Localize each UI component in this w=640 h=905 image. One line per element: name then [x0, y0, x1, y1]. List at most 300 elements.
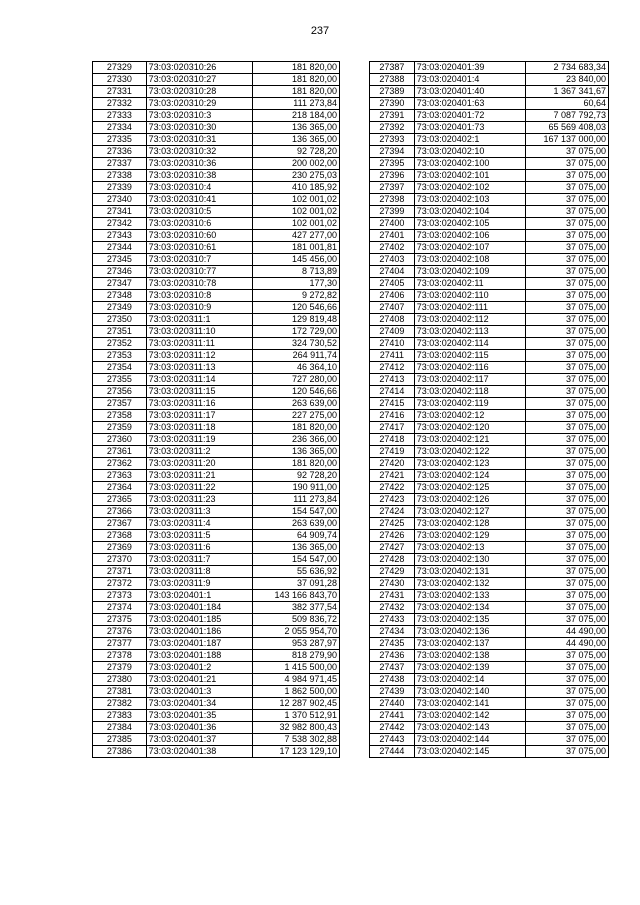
table-row — [370, 362, 609, 374]
row-number-cell: 27439 — [370, 686, 415, 698]
cadastral-number-cell: 73:03:020311:7 — [146, 554, 253, 566]
cadastral-number-cell: 73:03:020311:23 — [146, 494, 253, 506]
row-number-cell: 27398 — [370, 194, 415, 206]
row-number-cell: 27393 — [370, 134, 415, 146]
row-number-cell: 27339 — [93, 182, 147, 194]
table-row — [370, 338, 609, 350]
value-cell: 37 075,00 — [526, 206, 609, 218]
cadastral-number-cell: 73:03:020402:123 — [414, 458, 525, 470]
table-row — [93, 494, 340, 506]
cadastral-number-cell: 73:03:020402:100 — [414, 158, 525, 170]
value-cell: 37 075,00 — [526, 614, 609, 626]
table-row — [370, 506, 609, 518]
value-cell: 37 075,00 — [526, 698, 609, 710]
table-row — [370, 374, 609, 386]
table-row — [93, 470, 340, 482]
value-cell: 37 075,00 — [526, 590, 609, 602]
value-cell: 167 137 000,00 — [526, 134, 609, 146]
cadastral-number-cell: 73:03:020311:13 — [146, 362, 253, 374]
table-row — [93, 698, 340, 710]
table-row — [370, 494, 609, 506]
value-cell: 264 911,74 — [253, 350, 340, 362]
value-cell: 1 415 500,00 — [253, 662, 340, 674]
value-cell: 60,64 — [526, 98, 609, 110]
table-row — [370, 470, 609, 482]
cadastral-number-cell: 73:03:020402:134 — [414, 602, 525, 614]
table-row — [93, 74, 340, 86]
table-row — [370, 422, 609, 434]
row-number-cell: 27364 — [93, 482, 147, 494]
table-row — [93, 266, 340, 278]
cadastral-number-cell: 73:03:020402:133 — [414, 590, 525, 602]
value-cell: 382 377,54 — [253, 602, 340, 614]
cadastral-number-cell: 73:03:020402:132 — [414, 578, 525, 590]
cadastral-number-cell: 73:03:020402:126 — [414, 494, 525, 506]
table-row — [93, 422, 340, 434]
table-row — [93, 566, 340, 578]
cadastral-number-cell: 73:03:020402:104 — [414, 206, 525, 218]
cadastral-number-cell: 73:03:020310:6 — [146, 218, 253, 230]
cadastral-number-cell: 73:03:020402:111 — [414, 302, 525, 314]
row-number-cell: 27420 — [370, 458, 415, 470]
row-number-cell: 27379 — [93, 662, 147, 674]
table-row — [93, 134, 340, 146]
table-row — [370, 566, 609, 578]
table-row — [93, 158, 340, 170]
cadastral-number-cell: 73:03:020310:3 — [146, 110, 253, 122]
row-number-cell: 27360 — [93, 434, 147, 446]
cadastral-number-cell: 73:03:020402:113 — [414, 326, 525, 338]
row-number-cell: 27400 — [370, 218, 415, 230]
cadastral-number-cell: 73:03:020402:116 — [414, 362, 525, 374]
value-cell: 37 075,00 — [526, 218, 609, 230]
cadastral-number-cell: 73:03:020311:3 — [146, 506, 253, 518]
table-row — [370, 542, 609, 554]
cadastral-number-cell: 73:03:020401:4 — [414, 74, 525, 86]
table-row — [93, 194, 340, 206]
value-cell: 37 075,00 — [526, 362, 609, 374]
table-row — [93, 626, 340, 638]
value-cell: 136 365,00 — [253, 134, 340, 146]
value-cell: 37 075,00 — [526, 446, 609, 458]
row-number-cell: 27441 — [370, 710, 415, 722]
row-number-cell: 27344 — [93, 242, 147, 254]
cadastral-number-cell: 73:03:020402:143 — [414, 722, 525, 734]
value-cell: 37 075,00 — [526, 650, 609, 662]
table-row — [93, 122, 340, 134]
row-number-cell: 27402 — [370, 242, 415, 254]
table-row — [93, 302, 340, 314]
row-number-cell: 27348 — [93, 290, 147, 302]
table-row — [370, 386, 609, 398]
value-cell: 55 636,92 — [253, 566, 340, 578]
value-cell: 37 075,00 — [526, 578, 609, 590]
table-row — [370, 314, 609, 326]
value-cell: 129 819,48 — [253, 314, 340, 326]
table-row — [370, 746, 609, 758]
cadastral-number-cell: 73:03:020311:16 — [146, 398, 253, 410]
value-cell: 181 820,00 — [253, 74, 340, 86]
cadastral-number-cell: 73:03:020401:3 — [146, 686, 253, 698]
row-number-cell: 27366 — [93, 506, 147, 518]
cadastral-number-cell: 73:03:020401:37 — [146, 734, 253, 746]
row-number-cell: 27388 — [370, 74, 415, 86]
cadastral-number-cell: 73:03:020310:5 — [146, 206, 253, 218]
value-cell: 37 075,00 — [526, 458, 609, 470]
table-row — [93, 326, 340, 338]
cadastral-number-cell: 73:03:020401:187 — [146, 638, 253, 650]
table-body-right — [370, 62, 609, 758]
table-row — [93, 314, 340, 326]
value-cell: 227 275,00 — [253, 410, 340, 422]
cadastral-number-cell: 73:03:020311:18 — [146, 422, 253, 434]
row-number-cell: 27406 — [370, 290, 415, 302]
cadastral-number-cell: 73:03:020402:131 — [414, 566, 525, 578]
cadastral-number-cell: 73:03:020402:124 — [414, 470, 525, 482]
row-number-cell: 27437 — [370, 662, 415, 674]
cadastral-number-cell: 73:03:020310:28 — [146, 86, 253, 98]
table-row — [93, 410, 340, 422]
page-number: 237 — [310, 25, 330, 37]
cadastral-number-cell: 73:03:020402:119 — [414, 398, 525, 410]
row-number-cell: 27401 — [370, 230, 415, 242]
table-row — [370, 578, 609, 590]
row-number-cell: 27397 — [370, 182, 415, 194]
table-row — [370, 734, 609, 746]
cadastral-number-cell: 73:03:020401:40 — [414, 86, 525, 98]
row-number-cell: 27414 — [370, 386, 415, 398]
cadastral-number-cell: 73:03:020311:21 — [146, 470, 253, 482]
value-cell: 37 075,00 — [526, 542, 609, 554]
cadastral-number-cell: 73:03:020402:106 — [414, 230, 525, 242]
table-row — [370, 674, 609, 686]
row-number-cell: 27431 — [370, 590, 415, 602]
value-cell: 44 490,00 — [526, 638, 609, 650]
table-row — [370, 590, 609, 602]
table-row — [93, 386, 340, 398]
row-number-cell: 27395 — [370, 158, 415, 170]
value-cell: 1 367 341,67 — [526, 86, 609, 98]
row-number-cell: 27342 — [93, 218, 147, 230]
table-row — [370, 710, 609, 722]
value-cell: 102 001,02 — [253, 194, 340, 206]
row-number-cell: 27417 — [370, 422, 415, 434]
value-cell: 37 075,00 — [526, 530, 609, 542]
table-row — [93, 446, 340, 458]
table-row — [370, 230, 609, 242]
value-cell: 410 185,92 — [253, 182, 340, 194]
cadastral-number-cell: 73:03:020402:144 — [414, 734, 525, 746]
row-number-cell: 27433 — [370, 614, 415, 626]
cadastral-number-cell: 73:03:020402:120 — [414, 422, 525, 434]
row-number-cell: 27330 — [93, 74, 147, 86]
value-cell: 143 166 843,70 — [253, 590, 340, 602]
row-number-cell: 27429 — [370, 566, 415, 578]
table-row — [370, 602, 609, 614]
value-cell: 37 075,00 — [526, 182, 609, 194]
row-number-cell: 27438 — [370, 674, 415, 686]
row-number-cell: 27444 — [370, 746, 415, 758]
value-cell: 136 365,00 — [253, 542, 340, 554]
cadastral-number-cell: 73:03:020402:138 — [414, 650, 525, 662]
cadastral-number-cell: 73:03:020311:10 — [146, 326, 253, 338]
row-number-cell: 27418 — [370, 434, 415, 446]
value-cell: 177,30 — [253, 278, 340, 290]
value-cell: 46 364,10 — [253, 362, 340, 374]
value-cell: 263 639,00 — [253, 398, 340, 410]
cadastral-number-cell: 73:03:020402:109 — [414, 266, 525, 278]
row-number-cell: 27382 — [93, 698, 147, 710]
row-number-cell: 27371 — [93, 566, 147, 578]
cadastral-number-cell: 73:03:020401:2 — [146, 662, 253, 674]
value-cell: 92 728,20 — [253, 470, 340, 482]
row-number-cell: 27410 — [370, 338, 415, 350]
row-number-cell: 27423 — [370, 494, 415, 506]
cadastral-number-cell: 73:03:020310:38 — [146, 170, 253, 182]
row-number-cell: 27357 — [93, 398, 147, 410]
table-row — [93, 230, 340, 242]
value-cell: 102 001,02 — [253, 206, 340, 218]
value-cell: 37 075,00 — [526, 242, 609, 254]
table-row — [93, 254, 340, 266]
value-cell: 37 075,00 — [526, 386, 609, 398]
cadastral-number-cell: 73:03:020401:21 — [146, 674, 253, 686]
table-row — [93, 434, 340, 446]
row-number-cell: 27383 — [93, 710, 147, 722]
cadastral-number-cell: 73:03:020402:10 — [414, 146, 525, 158]
table-row — [93, 98, 340, 110]
row-number-cell: 27434 — [370, 626, 415, 638]
value-cell: 37 091,28 — [253, 578, 340, 590]
row-number-cell: 27387 — [370, 62, 415, 74]
table-row — [93, 578, 340, 590]
row-number-cell: 27432 — [370, 602, 415, 614]
cadastral-number-cell: 73:03:020402:137 — [414, 638, 525, 650]
value-cell: 200 002,00 — [253, 158, 340, 170]
value-cell: 37 075,00 — [526, 398, 609, 410]
cadastral-number-cell: 73:03:020310:61 — [146, 242, 253, 254]
row-number-cell: 27356 — [93, 386, 147, 398]
value-cell: 17 123 129,10 — [253, 746, 340, 758]
cadastral-table-right — [369, 61, 609, 758]
cadastral-number-cell: 73:03:020402:12 — [414, 410, 525, 422]
table-row — [93, 506, 340, 518]
row-number-cell: 27352 — [93, 338, 147, 350]
row-number-cell: 27412 — [370, 362, 415, 374]
value-cell: 263 639,00 — [253, 518, 340, 530]
row-number-cell: 27421 — [370, 470, 415, 482]
cadastral-number-cell: 73:03:020311:2 — [146, 446, 253, 458]
table-row — [370, 446, 609, 458]
row-number-cell: 27368 — [93, 530, 147, 542]
value-cell: 324 730,52 — [253, 338, 340, 350]
cadastral-number-cell: 73:03:020310:36 — [146, 158, 253, 170]
value-cell: 37 075,00 — [526, 326, 609, 338]
row-number-cell: 27404 — [370, 266, 415, 278]
table-row — [370, 146, 609, 158]
cadastral-number-cell: 73:03:020402:11 — [414, 278, 525, 290]
row-number-cell: 27442 — [370, 722, 415, 734]
table-row — [370, 74, 609, 86]
value-cell: 37 075,00 — [526, 266, 609, 278]
table-row — [93, 518, 340, 530]
row-number-cell: 27355 — [93, 374, 147, 386]
table-row — [370, 698, 609, 710]
row-number-cell: 27375 — [93, 614, 147, 626]
row-number-cell: 27390 — [370, 98, 415, 110]
table-row — [93, 278, 340, 290]
table-row — [370, 110, 609, 122]
row-number-cell: 27386 — [93, 746, 147, 758]
cadastral-number-cell: 73:03:020310:30 — [146, 122, 253, 134]
row-number-cell: 27389 — [370, 86, 415, 98]
cadastral-number-cell: 73:03:020402:105 — [414, 218, 525, 230]
value-cell: 37 075,00 — [526, 170, 609, 182]
row-number-cell: 27329 — [93, 62, 147, 74]
value-cell: 37 075,00 — [526, 722, 609, 734]
row-number-cell: 27407 — [370, 302, 415, 314]
value-cell: 37 075,00 — [526, 254, 609, 266]
value-cell: 136 365,00 — [253, 446, 340, 458]
cadastral-number-cell: 73:03:020402:139 — [414, 662, 525, 674]
cadastral-number-cell: 73:03:020402:141 — [414, 698, 525, 710]
table-row — [93, 686, 340, 698]
cadastral-number-cell: 73:03:020402:115 — [414, 350, 525, 362]
value-cell: 2 055 954,70 — [253, 626, 340, 638]
row-number-cell: 27347 — [93, 278, 147, 290]
table-row — [370, 530, 609, 542]
value-cell: 120 546,66 — [253, 302, 340, 314]
cadastral-number-cell: 73:03:020310:26 — [146, 62, 253, 74]
table-row — [370, 518, 609, 530]
cadastral-number-cell: 73:03:020401:39 — [414, 62, 525, 74]
table-row — [370, 158, 609, 170]
value-cell: 154 547,00 — [253, 506, 340, 518]
cadastral-number-cell: 73:03:020402:13 — [414, 542, 525, 554]
row-number-cell: 27343 — [93, 230, 147, 242]
table-row — [93, 110, 340, 122]
value-cell: 111 273,84 — [253, 494, 340, 506]
table-row — [370, 662, 609, 674]
cadastral-number-cell: 73:03:020310:60 — [146, 230, 253, 242]
cadastral-number-cell: 73:03:020402:128 — [414, 518, 525, 530]
value-cell: 120 546,66 — [253, 386, 340, 398]
row-number-cell: 27370 — [93, 554, 147, 566]
table-row — [370, 218, 609, 230]
cadastral-number-cell: 73:03:020310:41 — [146, 194, 253, 206]
row-number-cell: 27350 — [93, 314, 147, 326]
table-row — [93, 170, 340, 182]
row-number-cell: 27338 — [93, 170, 147, 182]
table-row — [93, 398, 340, 410]
value-cell: 32 982 800,43 — [253, 722, 340, 734]
table-row — [370, 134, 609, 146]
table-row — [93, 218, 340, 230]
cadastral-number-cell: 73:03:020311:5 — [146, 530, 253, 542]
table-row — [93, 614, 340, 626]
cadastral-number-cell: 73:03:020402:136 — [414, 626, 525, 638]
value-cell: 218 184,00 — [253, 110, 340, 122]
cadastral-number-cell: 73:03:020402:108 — [414, 254, 525, 266]
table-row — [93, 554, 340, 566]
table-row — [370, 326, 609, 338]
table-row — [93, 350, 340, 362]
table-row — [93, 362, 340, 374]
value-cell: 37 075,00 — [526, 230, 609, 242]
value-cell: 37 075,00 — [526, 290, 609, 302]
value-cell: 37 075,00 — [526, 518, 609, 530]
value-cell: 2 734 683,34 — [526, 62, 609, 74]
cadastral-number-cell: 73:03:020402:101 — [414, 170, 525, 182]
row-number-cell: 27405 — [370, 278, 415, 290]
value-cell: 37 075,00 — [526, 422, 609, 434]
row-number-cell: 27340 — [93, 194, 147, 206]
table-row — [93, 182, 340, 194]
row-number-cell: 27411 — [370, 350, 415, 362]
value-cell: 9 272,82 — [253, 290, 340, 302]
value-cell: 37 075,00 — [526, 158, 609, 170]
row-number-cell: 27341 — [93, 206, 147, 218]
value-cell: 37 075,00 — [526, 338, 609, 350]
table-row — [370, 302, 609, 314]
cadastral-number-cell: 73:03:020401:186 — [146, 626, 253, 638]
value-cell: 236 366,00 — [253, 434, 340, 446]
value-cell: 509 836,72 — [253, 614, 340, 626]
table-row — [370, 482, 609, 494]
row-number-cell: 27427 — [370, 542, 415, 554]
cadastral-number-cell: 73:03:020401:1 — [146, 590, 253, 602]
row-number-cell: 27396 — [370, 170, 415, 182]
table-row — [93, 530, 340, 542]
cadastral-number-cell: 73:03:020401:184 — [146, 602, 253, 614]
cadastral-number-cell: 73:03:020311:1 — [146, 314, 253, 326]
value-cell: 953 287,97 — [253, 638, 340, 650]
table-row — [93, 542, 340, 554]
row-number-cell: 27353 — [93, 350, 147, 362]
table-row — [93, 290, 340, 302]
cadastral-number-cell: 73:03:020402:127 — [414, 506, 525, 518]
cadastral-number-cell: 73:03:020402:130 — [414, 554, 525, 566]
row-number-cell: 27409 — [370, 326, 415, 338]
table-row — [370, 290, 609, 302]
table-row — [370, 242, 609, 254]
table-row — [370, 266, 609, 278]
value-cell: 4 984 971,45 — [253, 674, 340, 686]
table-row — [93, 746, 340, 758]
row-number-cell: 27361 — [93, 446, 147, 458]
value-cell: 37 075,00 — [526, 146, 609, 158]
row-number-cell: 27374 — [93, 602, 147, 614]
value-cell: 37 075,00 — [526, 746, 609, 758]
cadastral-number-cell: 73:03:020401:35 — [146, 710, 253, 722]
value-cell: 1 370 512,91 — [253, 710, 340, 722]
cadastral-number-cell: 73:03:020401:36 — [146, 722, 253, 734]
value-cell: 818 279,90 — [253, 650, 340, 662]
cadastral-number-cell: 73:03:020402:114 — [414, 338, 525, 350]
value-cell: 1 862 500,00 — [253, 686, 340, 698]
cadastral-table-left — [92, 61, 340, 758]
table-row — [370, 122, 609, 134]
table-row — [370, 194, 609, 206]
value-cell: 181 001,81 — [253, 242, 340, 254]
table-row — [370, 722, 609, 734]
value-cell: 181 820,00 — [253, 86, 340, 98]
value-cell: 427 277,00 — [253, 230, 340, 242]
row-number-cell: 27345 — [93, 254, 147, 266]
row-number-cell: 27346 — [93, 266, 147, 278]
table-row — [370, 410, 609, 422]
cadastral-number-cell: 73:03:020310:31 — [146, 134, 253, 146]
